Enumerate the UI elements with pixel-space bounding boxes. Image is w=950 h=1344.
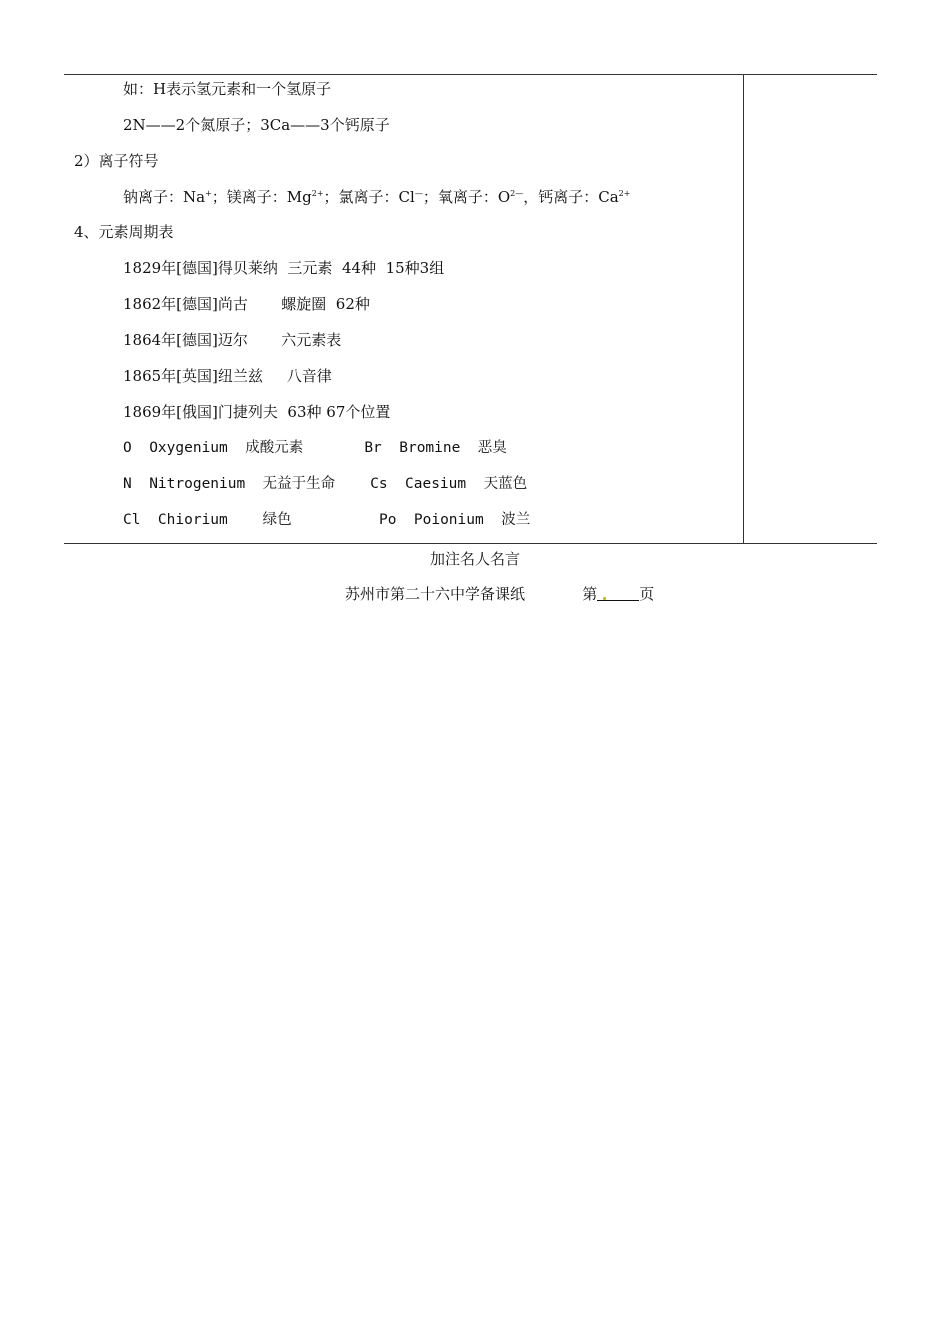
ion-na: 钠离子：Na (123, 188, 206, 206)
school-name: 苏州市第二十六中学备课纸 (345, 585, 526, 603)
ion-mg-charge: 2+ (311, 189, 324, 198)
history-1869: 1869年[俄国]门捷列夫 63种 67个位置 (123, 403, 391, 421)
ion-cl-charge: — (414, 189, 423, 198)
heading-ion-symbols: 2）离子符号 (74, 152, 159, 170)
element-names-row-3: Cl Chiorium 绿色 Po Poionium 波兰 (123, 512, 531, 528)
page-prefix: 第 (582, 585, 598, 603)
ion-cl: ；氯离子：Cl (323, 188, 415, 206)
ion-mg: ；镁离子：Mg (211, 188, 312, 206)
element-names-row-1: O Oxygenium 成酸元素 Br Bromine 恶臭 (123, 440, 507, 456)
history-1829: 1829年[德国]得贝莱纳 三元素 44种 15种3组 (123, 259, 445, 277)
line-example-h: 如：H表示氢元素和一个氢原子 (123, 80, 332, 98)
ion-o-charge: 2— (510, 189, 524, 198)
footer-quote: 加注名人名言 (429, 550, 520, 568)
dot-mark (603, 597, 606, 600)
footer-school-line (345, 583, 654, 604)
line-example-atoms: 2N——2个氮原子；3Ca——3个钙原子 (123, 116, 390, 134)
element-names-row-2: N Nitrogenium 无益于生命 Cs Caesium 天蓝色 (123, 476, 528, 492)
heading-periodic-table: 4、元素周期表 (74, 223, 174, 241)
ion-ca: ，钙离子：Ca (523, 188, 619, 206)
ion-o: ；氧离子：O (422, 188, 511, 206)
column-divider (743, 74, 744, 544)
line-ions (123, 187, 630, 207)
history-1862: 1862年[德国]尚古 螺旋圈 62种 (123, 295, 370, 313)
ion-na-charge: + (205, 189, 212, 198)
page-suffix: 页 (639, 585, 655, 603)
history-1865: 1865年[英国]纽兰兹 八音律 (123, 367, 332, 385)
page-number-blank (597, 586, 639, 601)
history-1864: 1864年[德国]迈尔 六元素表 (123, 331, 342, 349)
ion-ca-charge: 2+ (618, 189, 631, 198)
